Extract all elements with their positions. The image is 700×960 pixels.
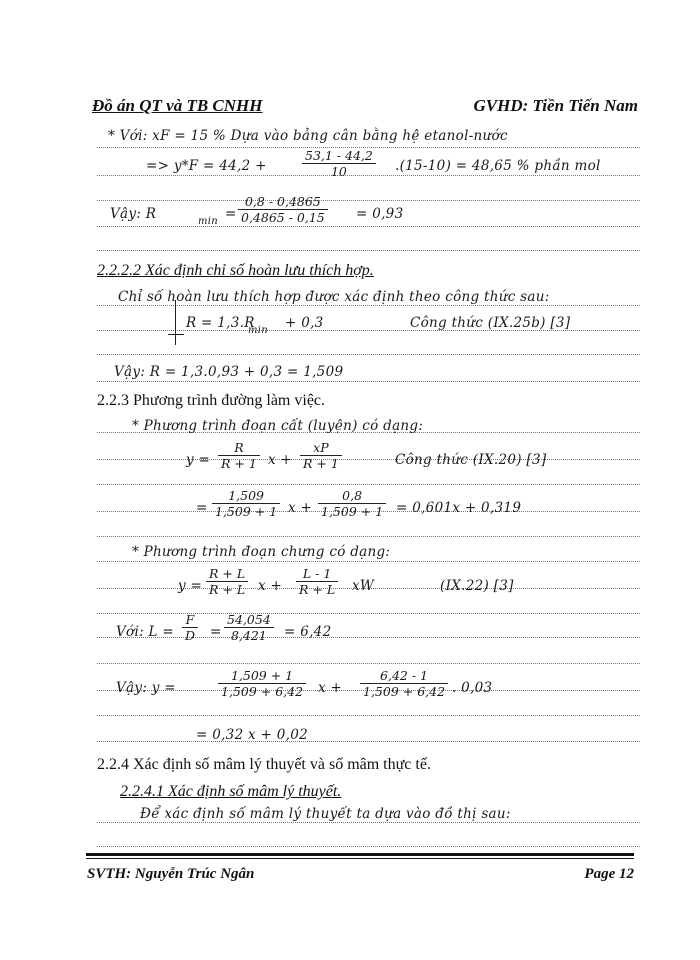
handwritten-stripping-result: = 0,32 x + 0,02 [196,727,309,743]
fraction-f-d-values [224,612,274,643]
fraction-numerator: R [218,440,260,456]
dotted-line [97,200,640,201]
fraction-denominator: R + 1 [221,456,257,471]
dotted-line [97,822,640,823]
fraction-denominator: 1,509 + 6,42 [221,684,304,699]
fraction-denominator: D [185,628,196,643]
handwritten-equals: = [210,624,222,640]
fraction-f-over-d [182,612,198,643]
header-title: Đồ án QT và TB CNHH [92,96,263,115]
fraction-numerator: 1,509 + 1 [218,668,306,684]
dotted-line [97,663,640,664]
handwritten-x-plus: x + [318,680,343,696]
fraction-1509-over-2509 [212,488,280,519]
section-heading-224: 2.2.4 Xác định số mâm lý thuyết và số mâm thực tế. [97,756,431,773]
handwritten-x-plus: x + [258,578,283,594]
fraction-l1-over-rl [296,566,338,597]
dotted-line [97,715,640,716]
handwritten-yf-start: => y*F = 44,2 + [146,158,267,174]
dotted-line [97,613,640,614]
handwritten-xw-value: . 0,03 [452,680,493,696]
dotted-line [97,250,640,251]
fraction-yf [302,148,376,179]
section-heading-2222: 2.2.2.2 Xác định chỉ số hoàn lưu thích hợp. [97,262,374,279]
handwritten-x-plus: x + [288,500,313,516]
fraction-numerator: 0,8 - 0,4865 [238,194,328,210]
handwritten-r-plus: + 0,3 [285,315,324,331]
fraction-r1-over-rl [206,566,248,597]
dotted-line [97,561,640,562]
dotted-line [97,381,640,382]
handwritten-xw: xW [352,578,375,594]
handwritten-reflux-intro: Chỉ số hoàn lưu thích hợp được xác định theo công thức sau: [118,289,550,305]
fraction-denominator: 1,509 + 1 [215,504,278,519]
fraction-08-over-2509 [318,488,386,519]
fraction-numerator: L - 1 [296,566,338,582]
bracket-tick [168,334,184,335]
fraction-numerator: 0,8 [318,488,386,504]
fraction-numerator: R + L [206,566,248,582]
handwritten-r-result: Vậy: R = 1,3.0,93 + 0,3 = 1,509 [114,364,344,380]
fraction-rmin [238,194,328,225]
fraction-numerator: 53,1 - 44,2 [302,148,376,164]
fraction-numerator: 1,509 [212,488,280,504]
handwritten-r-formula: R = 1,3.R [186,315,255,331]
handwritten-equals: = [196,500,208,516]
dotted-line [97,354,640,355]
handwritten-equals: = [225,206,237,222]
fraction-stripping-2 [360,668,448,699]
bracket-mark [175,300,176,345]
handwritten-rmin-sub: min [198,216,219,227]
handwritten-y-eq: y = [178,578,203,594]
dotted-line [97,484,640,485]
fraction-denominator: 1,509 + 6,42 [363,684,446,699]
handwritten-rectifying-intro: * Phương trình đoạn cất (luyện) có dạng: [132,418,424,434]
handwritten-rectifying-result: = 0,601x + 0,319 [396,500,522,516]
dotted-line [97,226,640,227]
handwritten-line-xf: * Với: xF = 15 % Dựa vào bảng cân bằng hệ etanol-nước [108,128,508,144]
handwritten-rmin-label: Vậy: R [110,206,157,222]
fraction-denominator: R + L [209,582,246,597]
handwritten-yf-end: .(15-10) = 48,65 % phần mol [395,158,601,174]
dotted-line [97,305,640,306]
footer-rule-thin [86,858,634,859]
fraction-stripping-1 [218,668,306,699]
fraction-denominator: 1,509 + 1 [321,504,384,519]
handwritten-l-result: = 6,42 [284,624,332,640]
fraction-numerator: xP [300,440,342,456]
fraction-numerator: 54,054 [224,612,274,628]
handwritten-stripping-y: Vậy: y = [116,680,176,696]
fraction-xp-over-r1 [300,440,342,471]
dotted-line [97,846,640,847]
fraction-denominator: R + 1 [303,456,339,471]
handwritten-stripping-intro: * Phương trình đoạn chưng có dạng: [132,544,391,560]
handwritten-r-sub: min [248,325,269,336]
fraction-denominator: 8,421 [230,628,267,643]
fraction-denominator: 10 [330,164,347,179]
handwritten-formula-ref: (IX.22) [3] [440,578,514,594]
dotted-line [97,536,640,537]
footer-student: SVTH: Nguyễn Trúc Ngân [87,866,255,882]
dotted-line [97,459,640,460]
fraction-denominator: 0,4865 - 0,15 [241,210,325,225]
footer-rule [86,853,634,856]
fraction-denominator: R + L [299,582,336,597]
handwritten-formula-ref: Công thức (IX.20) [3] [395,452,547,468]
section-heading-223: 2.2.3 Phương trình đường làm việc. [97,392,326,409]
handwritten-x-plus: x + [268,452,293,468]
page-number: Page 12 [584,866,634,882]
handwritten-rmin-result: = 0,93 [356,206,404,222]
dotted-line [97,741,640,742]
fraction-numerator: F [182,612,198,628]
handwritten-graph-intro: Để xác định số mâm lý thuyết ta dựa vào đồ thị sau: [140,806,511,822]
header-advisor: GVHD: Tiền Tiến Nam [473,96,638,115]
handwritten-formula-ref: Công thức (IX.25b) [3] [410,315,571,331]
fraction-r-over-r1 [218,440,260,471]
section-heading-2241: 2.2.4.1 Xác định số mâm lý thuyết. [120,783,342,800]
handwritten-l-label: Với: L = [116,624,175,640]
handwritten-y-eq: y = [186,452,211,468]
dotted-line [97,637,640,638]
fraction-numerator: 6,42 - 1 [360,668,448,684]
